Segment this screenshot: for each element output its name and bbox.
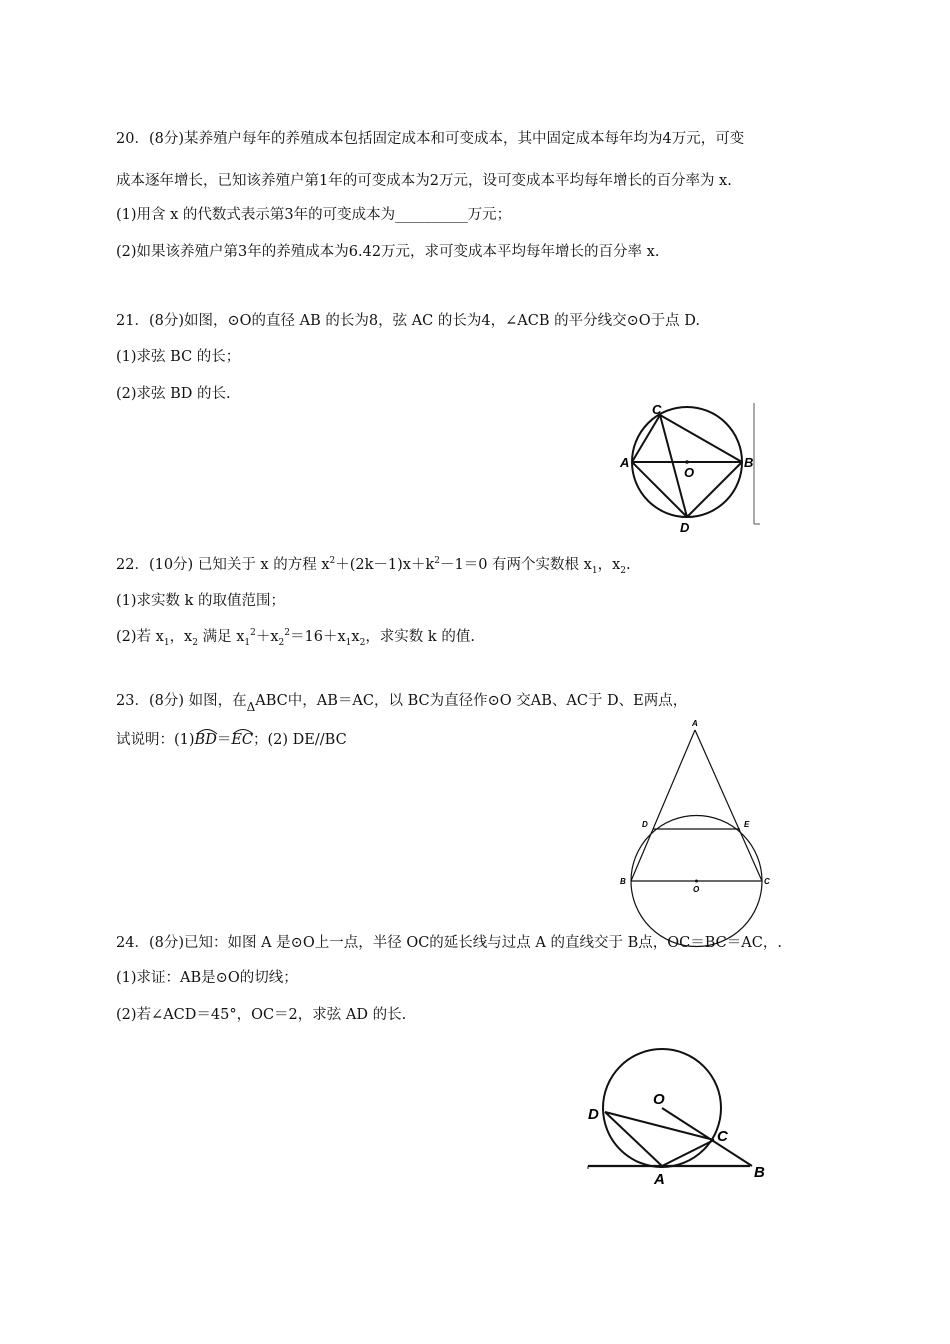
q20-part-2: (2)如果该养殖户第3年的养殖成本为6.42万元，求可变成本平均每年增长的百分率 x. xyxy=(116,244,660,260)
q20-line-1: 20．(8分)某养殖户每年的养殖成本包括固定成本和可变成本，其中固定成本每年均为4万元，可变 xyxy=(116,131,745,147)
q21-label-c: C xyxy=(652,402,662,417)
q23-line-2: 试说明：(1) BD＝ EC；(2) DE//BC xyxy=(116,728,347,749)
q21-label-a: A xyxy=(620,455,630,470)
q24-label-c: C xyxy=(717,1128,728,1145)
q21-part-2: (2)求弦 BD 的长. xyxy=(116,386,231,402)
q22-part-2: (2)若 $x_1$，$x_2$ 满足 $x_1^2+x_2^2=16+x_1x_2$，求实数 k 的值. xyxy=(116,628,475,648)
arc-ec: EC xyxy=(231,732,253,748)
q23-triangle-figure xyxy=(612,715,782,965)
q20-line-2: 成本逐年增长，已知该养殖户第1年的可变成本为2万元，设可变成本平均每年增长的百分率为 x. xyxy=(116,173,732,189)
q22-part-1: (1)求实数 k 的取值范围； xyxy=(116,593,286,609)
q24-label-a: A xyxy=(654,1171,665,1188)
q23-label-a: A xyxy=(692,719,698,728)
q24-circle-figure xyxy=(580,1045,780,1190)
q24-line-1: 24．(8分)已知：如图 A 是⊙O上一点，半径 OC的延长线与过点 A 的直线交于 B点，OC＝BC＝AC，. xyxy=(116,935,782,951)
q24-label-o: O xyxy=(653,1091,665,1108)
q20-part-1: (1)用含 x 的代数式表示第3年的可变成本为__________万元； xyxy=(116,207,512,223)
q21-label-o: O xyxy=(684,465,695,480)
q24-part-2: (2)若∠ACD＝45°，OC＝2，求弦 AD 的长. xyxy=(116,1007,407,1023)
q23-label-c: C xyxy=(764,877,770,886)
q24-label-d: D xyxy=(588,1106,599,1123)
q23-label-o: O xyxy=(693,885,700,894)
q23-label-e: E xyxy=(744,820,750,829)
triangle-symbol: Δ xyxy=(246,700,256,714)
q24-part-1: (1)求证：AB是⊙O的切线； xyxy=(116,970,298,986)
q21-label-b: B xyxy=(744,455,754,470)
q22-line-1: 22．(10分) 已知关于 x 的方程 $x^2+(2k-1)x+k^2-1=0$ 有两个实数根 $x_1$，$x_2$. xyxy=(116,556,631,576)
q23-label-d: D xyxy=(642,820,648,829)
q21-label-d: D xyxy=(680,520,690,535)
q21-circle-figure xyxy=(612,400,772,535)
q24-label-b: B xyxy=(754,1164,765,1181)
q23-line-1: 23．(8分) 如图，在$_\Delta$ABC中，AB＝AC，以 BC为直径作⊙O 交AB、AC于 D、E两点， xyxy=(116,693,688,714)
q21-line-1: 21．(8分)如图，⊙O的直径 AB 的长为8，弦 AC 的长为4，∠ACB 的平分线交⊙O于点 D. xyxy=(116,313,700,329)
q23-label-b: B xyxy=(620,877,626,886)
arc-bd: BD xyxy=(195,732,217,748)
q21-part-1: (1)求弦 BC 的长； xyxy=(116,349,241,365)
